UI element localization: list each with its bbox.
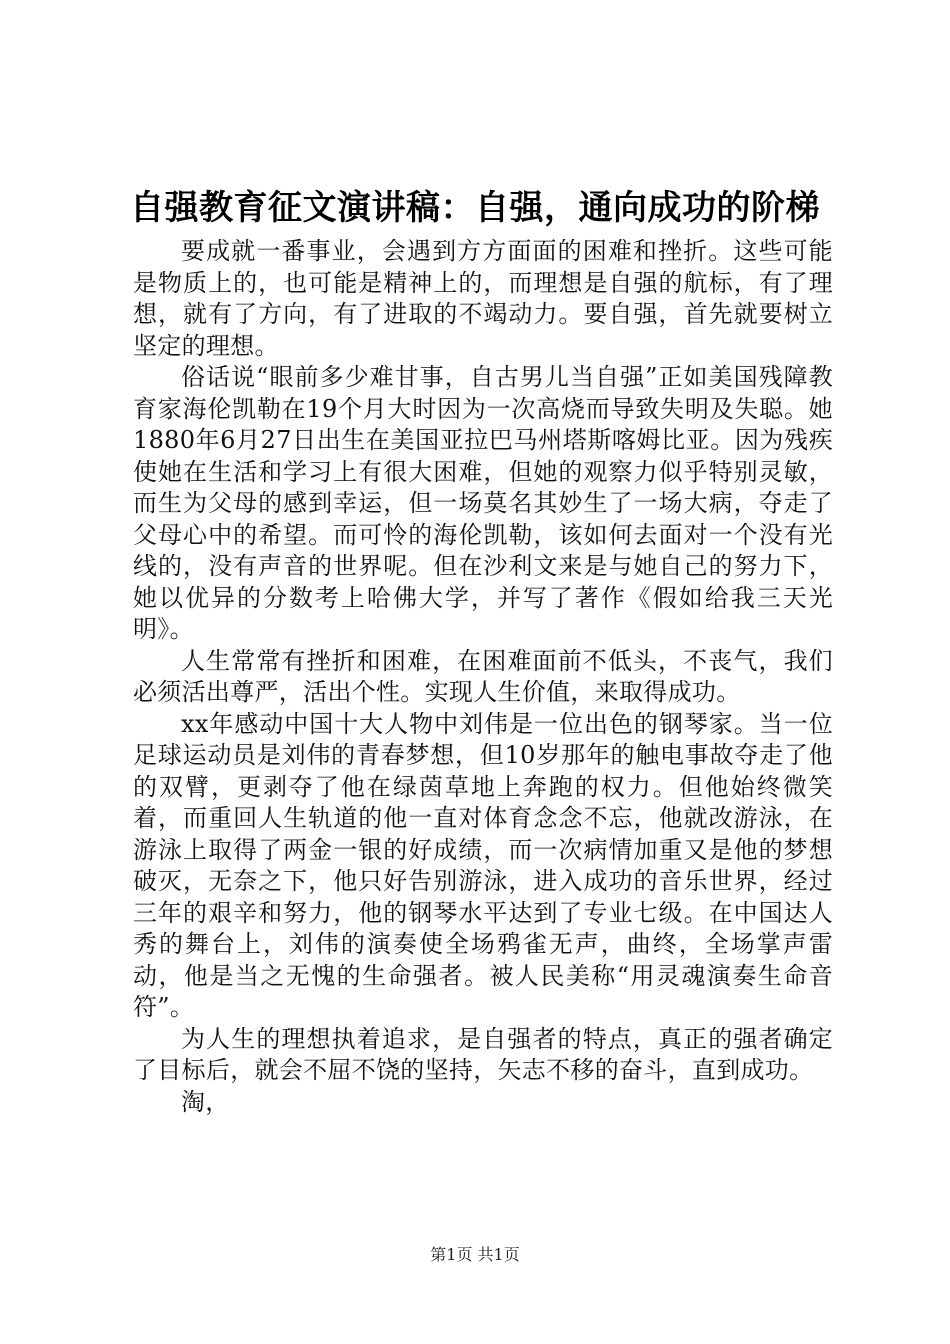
document-title: 自强教育征文演讲稿：自强，通向成功的阶梯: [130, 188, 820, 228]
page-footer: 第1页 共1页: [430, 1245, 520, 1264]
paragraph-6: 淘，: [181, 1087, 230, 1116]
paragraph-3: 人生常常有挫折和困难，在困难面前不低头，不丧气，我们必须活出尊严，活出个性。实现人生价值，来取得成功。: [133, 646, 833, 706]
paragraph-5: 为人生的理想执着追求，是自强者的特点，真正的强者确定了目标后，就会不屈不饶的坚持，矢志不移的奋斗，直到成功。: [133, 1024, 833, 1084]
document-body: [133, 236, 833, 1118]
paragraph-1: 要成就一番事业，会遇到方方面面的困难和挫折。这些可能是物质上的，也可能是精神上的，而理想是自强的航标，有了理想，就有了方向，有了进取的不竭动力。要自强，首先就要树立坚定的理想。: [133, 237, 833, 360]
paragraph-2: 俗话说“眼前多少难甘事，自古男儿当自强”正如美国残障教育家海伦凯勒在19个月大时因为一次高烧而导致失明及失聪。她1880年6月27日出生在美国亚拉巴马州塔斯喀姆比亚。因为残疾使她在生活和学习上有很大困难，但她的观察力似乎特别灵敏，而生为父母的感到幸运，但一场莫名其妙生了一场大病，夺走了父母心中的希望。而可怜的海伦凯勒，该如何去面对一个没有光线的，没有声音的世界呢。但在沙利文来是与她自己的努力下，她以优异的分数考上哈佛大学，并写了著作《假如给我三天光明》。: [133, 363, 833, 643]
paragraph-4: xx年感动中国十大人物中刘伟是一位出色的钢琴家。当一位足球运动员是刘伟的青春梦想，但10岁那年的触电事故夺走了他的双臂，更剥夺了他在绿茵草地上奔跑的权力。但他始终微笑着，而重回人生轨道的他一直对体育念念不忘，他就改游泳，在游泳上取得了两金一银的好成绩，而一次病情加重又是他的梦想破灭，无奈之下，他只好告别游泳，进入成功的音乐世界，经过三年的艰辛和努力，他的钢琴水平达到了专业七级。在中国达人秀的舞台上，刘伟的演奏使全场鸦雀无声，曲终，全场掌声雷动，他是当之无愧的生命强者。被人民美称“用灵魂演奏生命音符”。: [133, 709, 833, 1021]
